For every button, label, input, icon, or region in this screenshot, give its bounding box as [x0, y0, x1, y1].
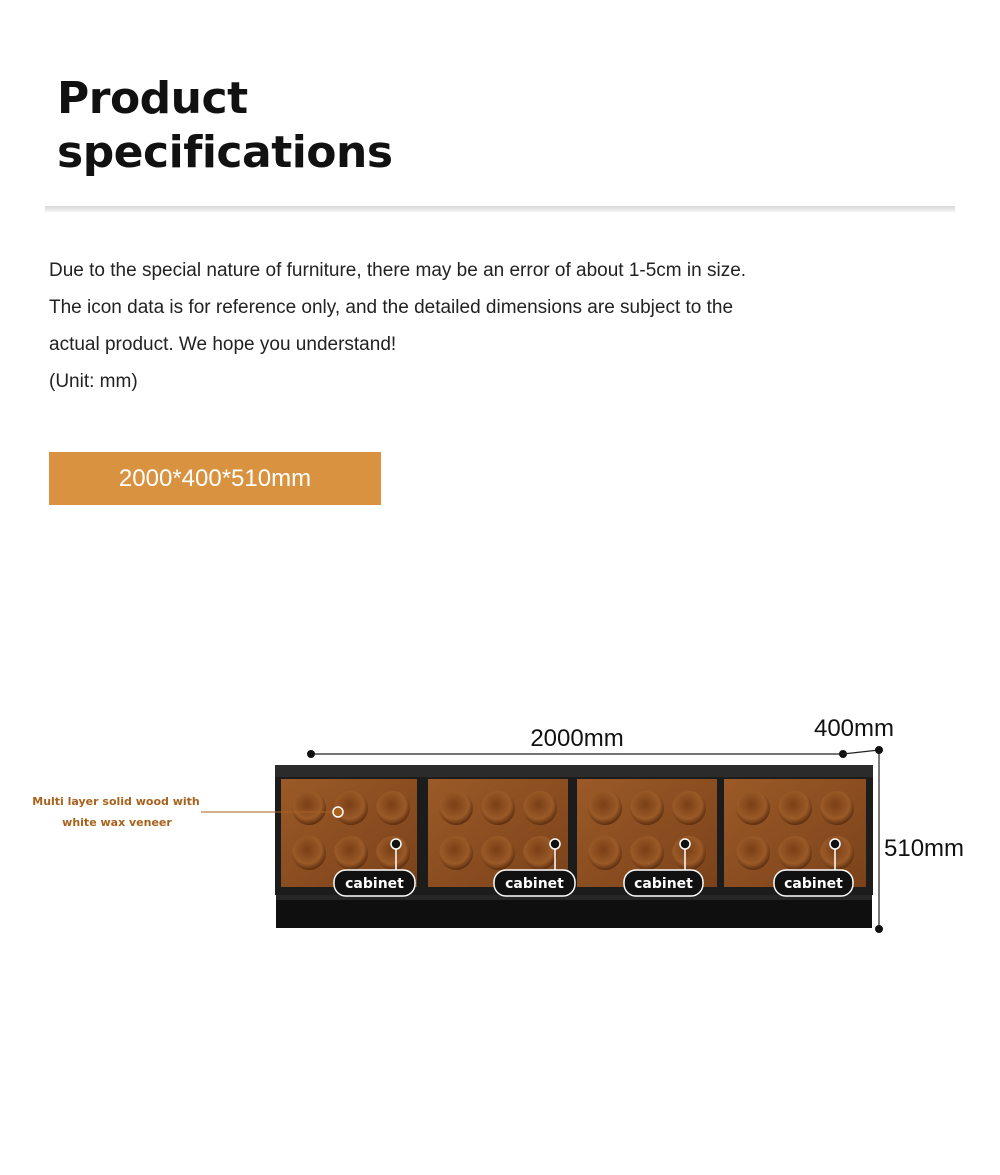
dimensions-badge: 2000*400*510mm — [49, 452, 381, 505]
notice-line: actual product. We hope you understand! — [49, 334, 397, 355]
material-label-line2: white wax veneer — [62, 816, 172, 829]
page-title-line1: Product — [57, 73, 248, 124]
notice-line: The icon data is for reference only, and the detailed dimensions are subject to the — [49, 297, 734, 318]
cabinet-tag-label: cabinet — [634, 876, 693, 892]
height-label: 510mm — [884, 835, 965, 862]
cabinet-body — [275, 765, 873, 928]
width-dimension — [307, 725, 847, 758]
cabinet-tag-label: cabinet — [345, 876, 404, 892]
width-label: 2000mm — [530, 725, 624, 752]
cabinet-top — [275, 765, 873, 777]
cabinet-tag-label: cabinet — [784, 876, 843, 892]
unit-note: (Unit: mm) — [49, 371, 138, 392]
material-label-line1: Multi layer solid wood with — [32, 795, 200, 808]
notice-line: Due to the special nature of furniture, there may be an error of about 1-5cm in size. — [49, 260, 747, 281]
page-title-line2: specifications — [57, 127, 393, 178]
depth-label: 400mm — [813, 715, 895, 742]
height-dimension — [875, 746, 964, 933]
cabinet-tag-label: cabinet — [505, 876, 564, 892]
